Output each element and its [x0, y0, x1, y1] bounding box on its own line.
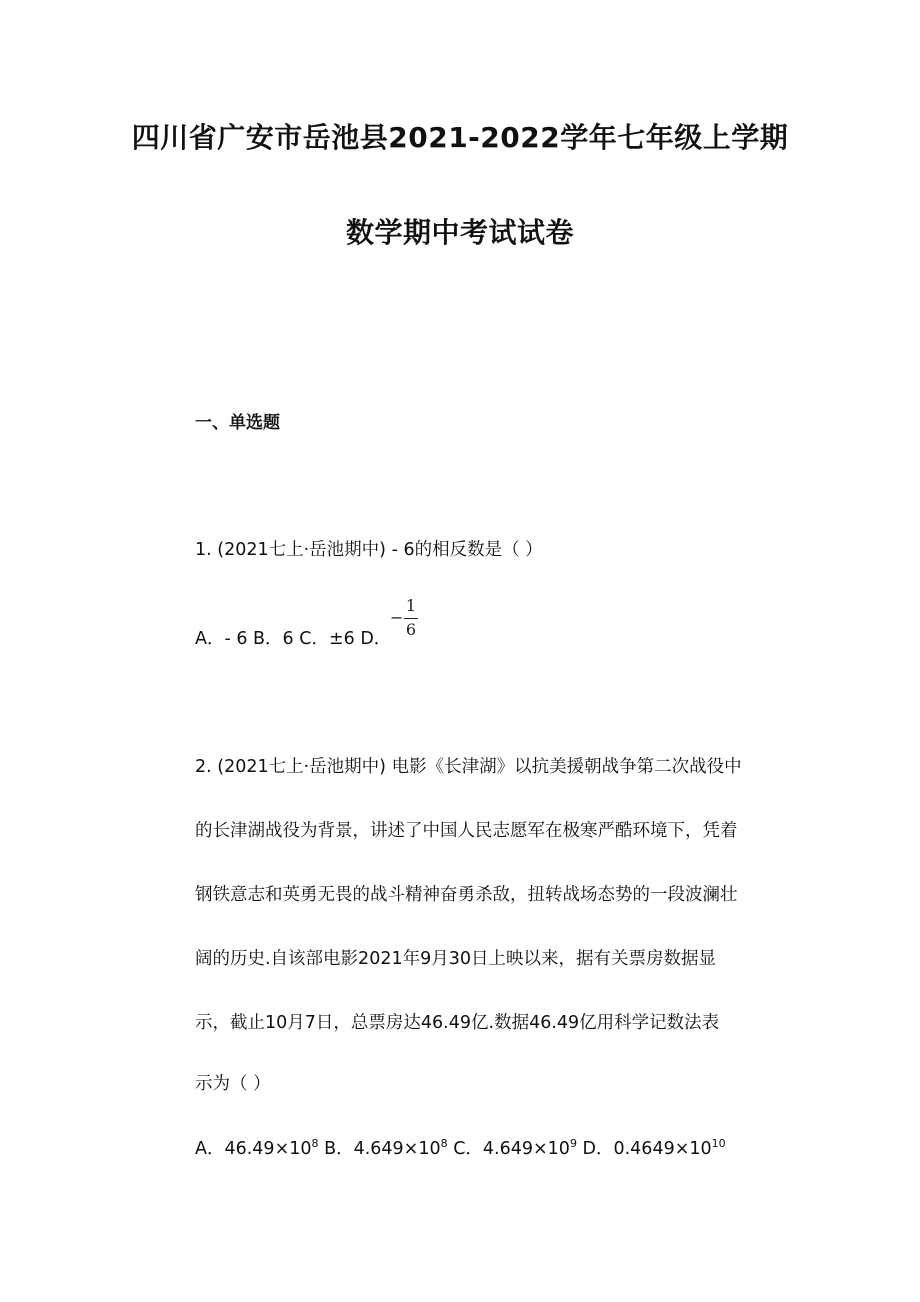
option-b-exponent: 8	[440, 1137, 448, 1150]
question-2-stem-line-2: 的长津湖战役为背景，讲述了中国人民志愿军在极寒严酷环境下，凭着	[195, 821, 738, 841]
fraction-bar	[404, 618, 418, 619]
question-2-stem-line-3: 钢铁意志和英勇无畏的战斗精神奋勇杀敌，扭转战场态势的一段波澜壮	[195, 885, 738, 905]
option-c-exponent: 9	[569, 1137, 577, 1150]
option-a-text: A．46.49×10	[195, 1139, 312, 1159]
exam-title-line-2: 数学期中考试试卷	[345, 216, 574, 249]
question-2-stem-line-4: 阔的历史.自该部电影2021年9月30日上映以来，据有关票房数据显	[195, 949, 716, 969]
question-2-stem-line-1: 2. (2021七上·岳池期中) 电影《长津湖》以抗美援朝战争第二次战役中	[195, 757, 742, 777]
fraction-numerator: 1	[405, 596, 417, 615]
question-2-stem-line-5: 示，截止10月7日，总票房达46.49亿.数据46.49亿用科学记数法表	[195, 1013, 720, 1033]
option-b-text: B．4.649×10	[318, 1139, 441, 1159]
question-1-option-d-fraction	[390, 596, 420, 644]
question-2-stem-line-6: 示为（ ）	[195, 1074, 271, 1094]
fraction-denominator: 6	[405, 620, 417, 639]
exam-title-line-1: 四川省广安市岳池县2021-2022学年七年级上学期	[131, 121, 789, 154]
option-c-text: C．4.649×10	[447, 1139, 570, 1159]
fraction-sign: −	[390, 608, 404, 627]
option-d-exponent: 10	[711, 1137, 726, 1150]
question-1-stem: 1. (2021七上·岳池期中) - 6的相反数是（ ）	[195, 540, 543, 560]
option-d-text: D．0.4649×10	[576, 1139, 712, 1159]
question-2-options	[195, 1134, 726, 1164]
option-a-exponent: 8	[311, 1137, 319, 1150]
section-heading-single-choice: 一、单选题	[195, 413, 280, 433]
question-1-options: A．- 6 B．6 C．±6 D．	[195, 629, 392, 649]
